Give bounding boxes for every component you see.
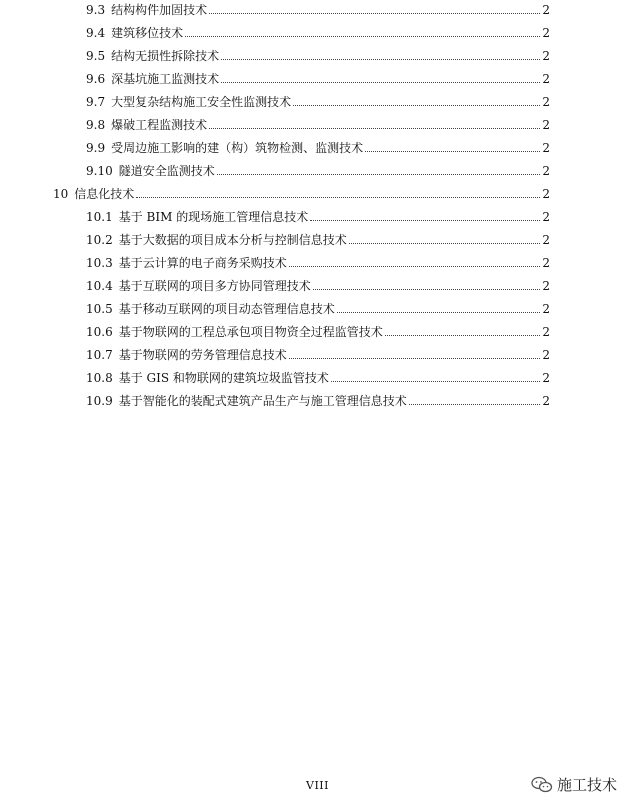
toc-number: 10.6 [86,325,113,339]
toc-leader [331,381,540,382]
toc-entry-10-8[interactable] [86,369,550,385]
toc-entry-10-7[interactable] [86,346,550,362]
toc-entry-9-5[interactable] [86,47,550,63]
toc-number: 10.7 [86,348,113,362]
toc-title: 爆破工程监测技术 [111,118,208,132]
wechat-icon [531,776,553,794]
toc-title: 建筑移位技术 [111,26,184,40]
toc-page: 2 [542,3,550,17]
toc-leader [217,174,540,175]
watermark-text: 施工技术 [556,776,617,794]
toc-entry-9-10[interactable] [86,162,550,178]
toc-number: 9.10 [86,164,113,178]
toc-leader [409,404,540,405]
toc-leader [385,335,540,336]
toc-number: 9.4 [86,26,106,40]
toc-entry-9-4[interactable] [86,24,550,40]
toc-title: 基于移动互联网的项目动态管理信息技术 [118,302,335,316]
toc-page: 2 [542,95,550,109]
toc-number: 9.9 [86,141,106,155]
toc-page: 2 [542,371,550,385]
toc-entry-10-1[interactable] [86,208,550,224]
watermark [531,774,617,795]
toc-entry-9-9[interactable] [86,139,550,155]
toc-leader [310,220,540,221]
toc-leader [289,266,540,267]
toc-leader [293,105,540,106]
toc-title: 基于物联网的工程总承包项目物资全过程监管技术 [118,325,383,339]
toc-page: 2 [542,141,550,155]
toc-title: 基于物联网的劳务管理信息技术 [118,348,287,362]
toc-page: 2 [542,348,550,362]
toc-number: 9.6 [86,72,106,86]
toc-number: 9.7 [86,95,106,109]
toc-number: 10 [53,187,69,201]
toc-title: 基于云计算的电子商务采购技术 [118,256,287,270]
toc-title: 基于大数据的项目成本分析与控制信息技术 [118,233,347,247]
toc-page: 2 [542,256,550,270]
toc-page: 2 [542,118,550,132]
toc-entry-10-5[interactable] [86,300,550,316]
toc-entry-10[interactable] [53,185,550,201]
toc-leader [185,36,540,37]
toc-number: 10.5 [86,302,113,316]
toc-entry-10-9[interactable] [86,392,550,408]
toc-page: 2 [542,279,550,293]
toc-title: 基于互联网的项目多方协同管理技术 [118,279,311,293]
toc-page: 2 [542,302,550,316]
toc-title: 隧道安全监测技术 [118,164,215,178]
toc-leader [209,128,540,129]
toc-leader [365,151,540,152]
toc-title: 信息化技术 [74,187,135,201]
toc-page: 2 [542,325,550,339]
toc-page: 2 [542,72,550,86]
toc-number: 10.2 [86,233,113,247]
toc-title: 大型复杂结构施工安全性监测技术 [111,95,292,109]
toc-number: 9.5 [86,49,106,63]
toc-page: 2 [542,49,550,63]
toc-title: 基于 GIS 和物联网的建筑垃圾监管技术 [118,371,329,385]
toc-leader [136,197,540,198]
toc-page: 2 [542,187,550,201]
toc-number: 9.8 [86,118,106,132]
toc-entry-10-4[interactable] [86,277,550,293]
toc-entry-9-7[interactable] [86,93,550,109]
toc-entry-10-3[interactable] [86,254,550,270]
toc-title: 结构无损性拆除技术 [111,49,220,63]
toc-leader [349,243,540,244]
toc-title: 结构构件加固技术 [111,3,208,17]
toc-page: 2 [542,210,550,224]
toc-number: 10.3 [86,256,113,270]
toc-number: 9.3 [86,3,106,17]
toc-entry-10-6[interactable] [86,323,550,339]
toc-entry-9-6[interactable] [86,70,550,86]
toc-title: 深基坑施工监测技术 [111,72,220,86]
toc-leader [209,13,540,14]
page-number: VIII [306,779,329,792]
toc-title: 受周边施工影响的建（构）筑物检测、监测技术 [111,141,364,155]
toc-title: 基于 BIM 的现场施工管理信息技术 [118,210,309,224]
toc-page: 2 [542,26,550,40]
toc-number: 10.1 [86,210,113,224]
toc-leader [289,358,540,359]
toc-leader [221,82,540,83]
toc-page: 2 [542,164,550,178]
toc-entry-9-8[interactable] [86,116,550,132]
toc-page: 2 [542,233,550,247]
toc-entry-10-2[interactable] [86,231,550,247]
toc-entry-9-3[interactable] [86,1,550,17]
toc-page: 2 [542,394,550,408]
toc-number: 10.8 [86,371,113,385]
toc-leader [221,59,540,60]
toc-number: 10.9 [86,394,113,408]
toc-leader [313,289,540,290]
toc-number: 10.4 [86,279,113,293]
toc-leader [337,312,540,313]
toc-title: 基于智能化的装配式建筑产品生产与施工管理信息技术 [118,394,407,408]
